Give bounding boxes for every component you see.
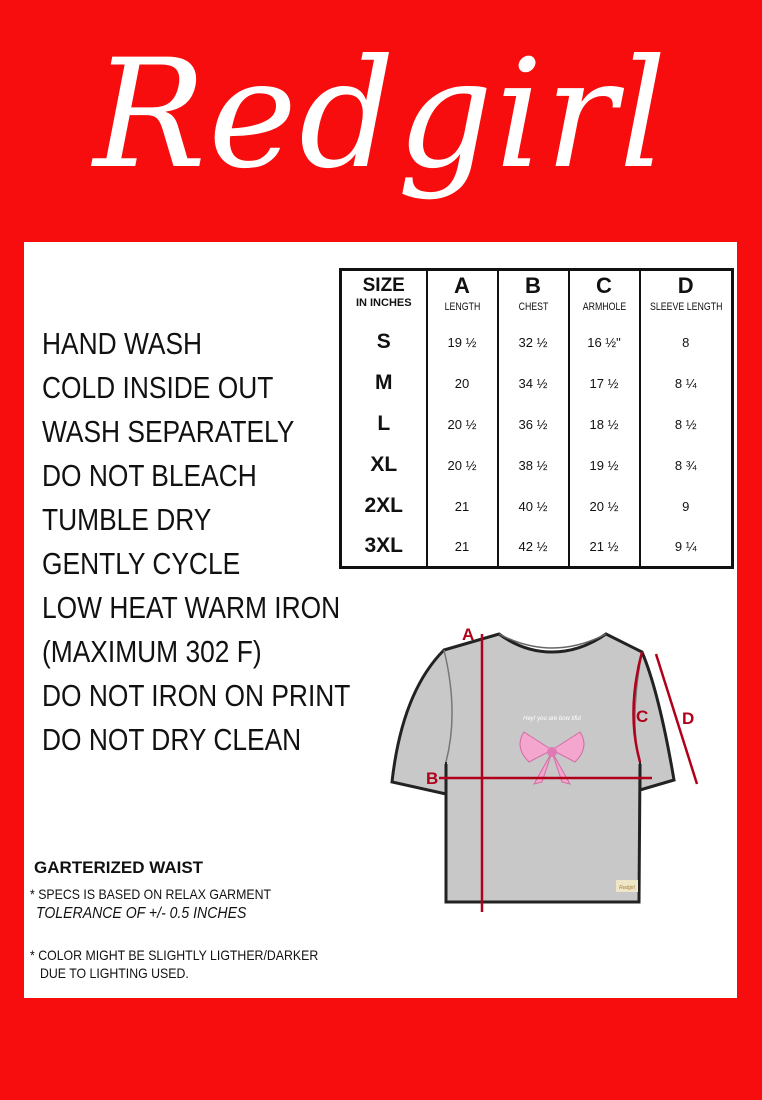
- care-item: (MAXIMUM 302 F): [42, 634, 262, 669]
- measurement-cell: 20 ½: [427, 445, 498, 486]
- measurement-cell: 36 ½: [498, 404, 569, 445]
- measurement-cell: 9: [640, 486, 733, 527]
- measurement-cell: 21: [427, 486, 498, 527]
- care-item: DO NOT DRY CLEAN: [42, 722, 302, 757]
- measurement-cell: 40 ½: [498, 486, 569, 527]
- measurement-cell: 8 ¼: [640, 363, 733, 404]
- label-c: C: [636, 707, 649, 726]
- size-cell: 3XL: [341, 527, 427, 568]
- label-d: D: [682, 709, 695, 728]
- size-chart-panel: [24, 242, 737, 998]
- column-header: [498, 270, 569, 322]
- care-item: HAND WASH: [42, 326, 203, 361]
- column-header: [640, 270, 733, 322]
- column-label: LENGTH: [444, 301, 480, 313]
- measurement-cell: 21 ½: [569, 527, 640, 568]
- size-cell: 2XL: [341, 486, 427, 527]
- measurement-cell: 8 ½: [640, 404, 733, 445]
- table-row: [341, 486, 733, 527]
- color-note-cont: DUE TO LIGHTING USED.: [40, 965, 189, 981]
- tshirt-shape: [392, 634, 674, 902]
- garment-tag: Redgirl: [619, 885, 635, 891]
- care-item: DO NOT IRON ON PRINT: [42, 678, 351, 713]
- table-row: [341, 404, 733, 445]
- brand-logo: Redgirl: [93, 28, 669, 202]
- measurement-cell: 34 ½: [498, 363, 569, 404]
- column-header: [427, 270, 498, 322]
- column-header: [569, 270, 640, 322]
- measurement-cell: 42 ½: [498, 527, 569, 568]
- table-row: [341, 527, 733, 568]
- column-label: ARMHOLE: [582, 301, 626, 313]
- measurement-cell: 17 ½: [569, 363, 640, 404]
- care-instructions: [42, 322, 350, 762]
- care-item: WASH SEPARATELY: [42, 414, 295, 449]
- column-label: IN INCHES: [355, 297, 412, 309]
- label-a: A: [462, 625, 475, 644]
- spec-note: * SPECS IS BASED ON RELAX GARMENT: [30, 886, 271, 902]
- measurement-cell: 20 ½: [569, 486, 640, 527]
- size-cell: L: [341, 404, 427, 445]
- care-item: TUMBLE DRY: [42, 502, 212, 537]
- measurement-cell: 8 ¾: [640, 445, 733, 486]
- table-row: [341, 322, 733, 363]
- column-letter: D: [677, 273, 694, 298]
- size-cell: XL: [341, 445, 427, 486]
- measurement-cell: 38 ½: [498, 445, 569, 486]
- measurement-cell: 9 ¼: [640, 527, 733, 568]
- notes: [30, 858, 358, 981]
- measurement-cell: 19 ½: [569, 445, 640, 486]
- measurement-cell: 19 ½: [427, 322, 498, 363]
- care-item: DO NOT BLEACH: [42, 458, 257, 493]
- measurement-cell: 21: [427, 527, 498, 568]
- care-item: COLD INSIDE OUT: [42, 370, 274, 405]
- measurement-cell: 18 ½: [569, 404, 640, 445]
- measurement-cell: 20: [427, 363, 498, 404]
- measurement-cell: 8: [640, 322, 733, 363]
- label-b: B: [426, 769, 439, 788]
- column-header: [341, 270, 427, 322]
- tolerance-note: TOLERANCE OF +/- 0.5 INCHES: [36, 905, 247, 922]
- care-item: GENTLY CYCLE: [42, 546, 241, 581]
- garterized-waist-note: GARTERIZED WAIST: [34, 858, 204, 877]
- column-letter: A: [454, 273, 470, 298]
- measurement-cell: 32 ½: [498, 322, 569, 363]
- measurement-cell: 20 ½: [427, 404, 498, 445]
- column-letter: C: [596, 273, 612, 298]
- size-table: [339, 268, 734, 569]
- column-label: CHEST: [518, 301, 548, 313]
- print-text: Hey! you are bow tiful: [523, 716, 581, 722]
- tshirt-diagram: [384, 612, 714, 912]
- column-letter: B: [525, 273, 541, 298]
- column-label: SLEEVE LENGTH: [649, 301, 722, 313]
- column-letter: SIZE: [362, 275, 405, 296]
- size-cell: S: [341, 322, 427, 363]
- care-item: LOW HEAT WARM IRON: [42, 590, 341, 625]
- measurement-cell: 16 ½": [569, 322, 640, 363]
- size-cell: M: [341, 363, 427, 404]
- color-note: * COLOR MIGHT BE SLIGHTLY LIGTHER/DARKER: [30, 947, 319, 963]
- table-row: [341, 445, 733, 486]
- table-row: [341, 363, 733, 404]
